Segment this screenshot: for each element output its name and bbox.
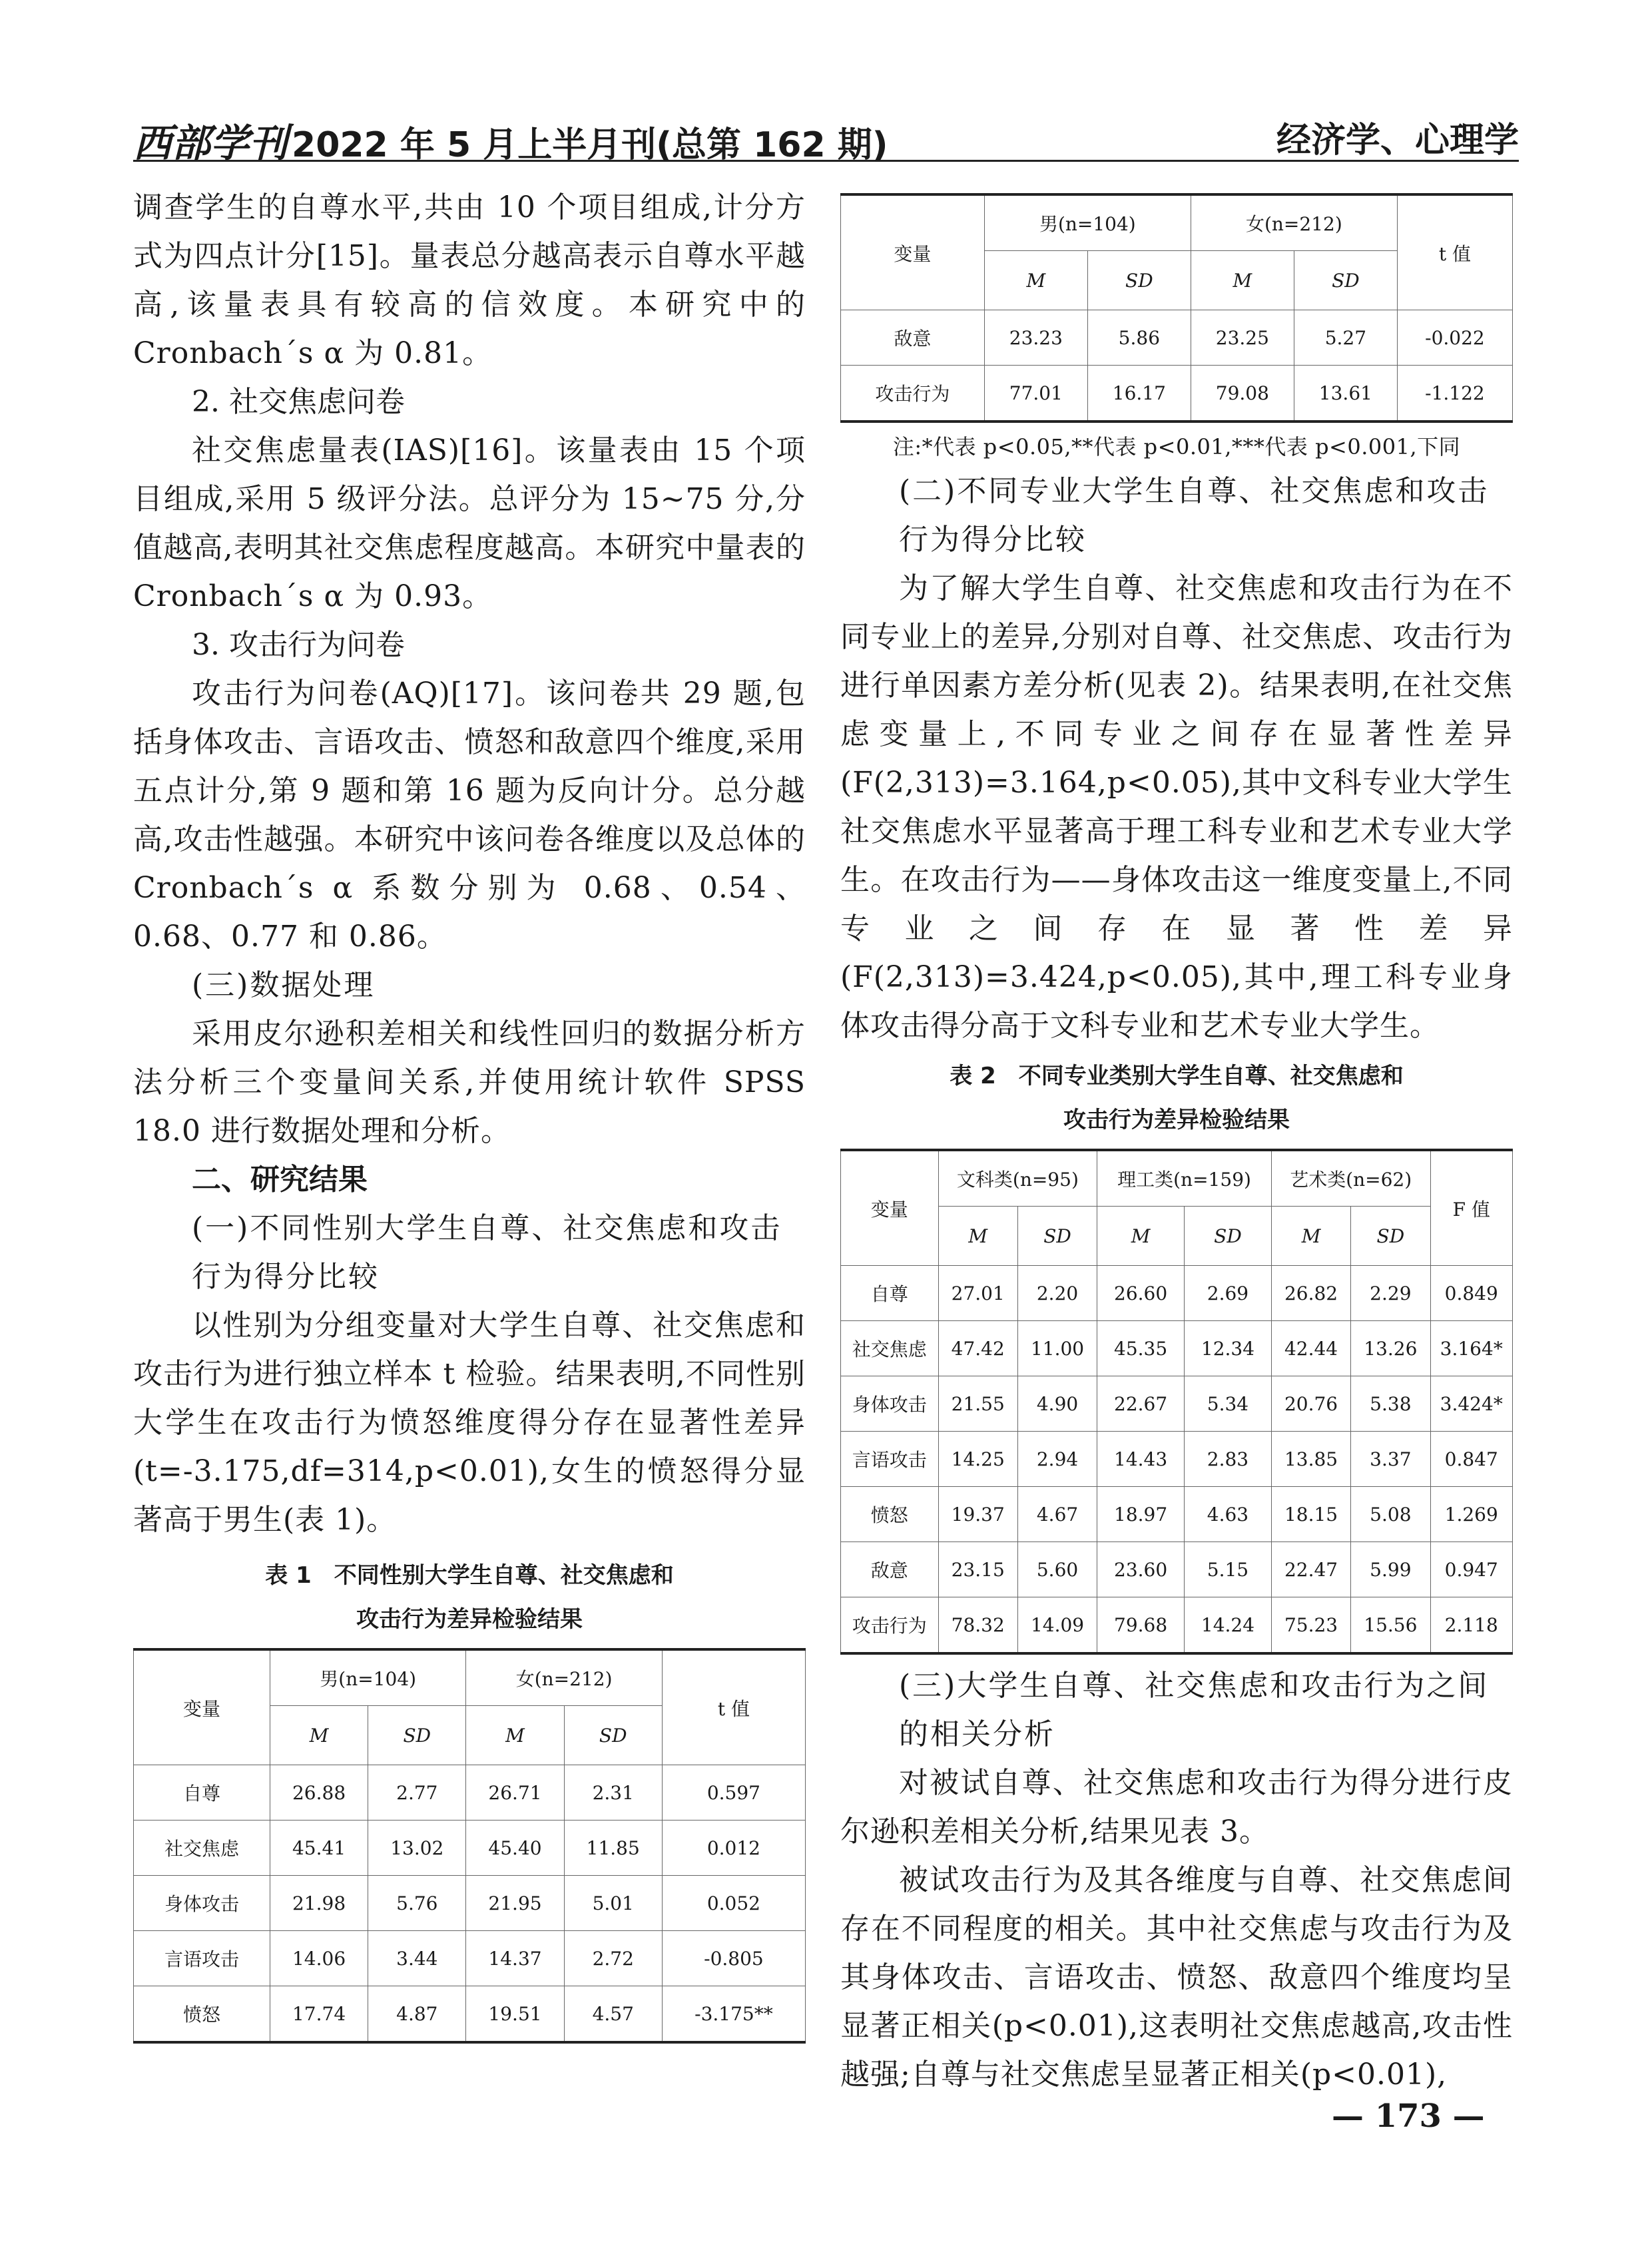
table1-row <box>841 310 1513 366</box>
table2-header-art: 艺术类(n=62) <box>1271 1150 1430 1207</box>
table-cell: 2.69 <box>1185 1266 1272 1321</box>
table-cell: 23.25 <box>1191 310 1294 366</box>
table-cell: 0.849 <box>1430 1266 1513 1321</box>
table-cell: -0.022 <box>1397 310 1512 366</box>
table2-header-m: M <box>1131 1225 1151 1247</box>
table-row-label: 言语攻击 <box>841 1432 939 1487</box>
table2-header-science: 理工类(n=159) <box>1097 1150 1272 1207</box>
table-cell: 4.63 <box>1185 1487 1272 1542</box>
table-cell: 4.57 <box>564 1986 662 2043</box>
table1-header-m: M <box>1026 269 1046 292</box>
table1-left-part <box>133 1648 806 2044</box>
table-cell: 5.08 <box>1351 1487 1430 1542</box>
right-column <box>840 193 1513 2099</box>
table-row-label: 自尊 <box>841 1266 939 1321</box>
table-row-label: 自尊 <box>134 1765 270 1821</box>
table-cell: 79.68 <box>1097 1597 1185 1654</box>
table2 <box>840 1149 1513 1655</box>
table-cell: 13.26 <box>1351 1321 1430 1376</box>
table-cell: 18.97 <box>1097 1487 1185 1542</box>
table1-note: 注:*代表 p<0.05,**代表 p<0.01,***代表 p<0.001,下同 <box>892 434 1461 459</box>
table2-header-sd: SD <box>1376 1225 1405 1247</box>
heading-ias: 2. 社交焦虑问卷 <box>192 385 405 419</box>
table-cell: 11.00 <box>1017 1321 1097 1376</box>
table1-header-sd: SD <box>1332 269 1360 292</box>
table-cell: 1.269 <box>1430 1487 1513 1542</box>
table-cell: 14.24 <box>1185 1597 1272 1654</box>
table-cell: 14.25 <box>938 1432 1017 1487</box>
table-row-label: 社交焦虑 <box>134 1821 270 1876</box>
table-cell: 20.76 <box>1271 1376 1350 1432</box>
table-cell: 5.60 <box>1017 1542 1097 1597</box>
table-cell: 19.37 <box>938 1487 1017 1542</box>
table2-header-variable: 变量 <box>841 1150 939 1266</box>
table-cell: -0.805 <box>662 1931 805 1986</box>
table1-header-variable: 变量 <box>841 194 985 310</box>
table-cell: 4.87 <box>368 1986 466 2043</box>
table-row-label: 敌意 <box>841 1542 939 1597</box>
paragraph-ias: 社交焦虑量表(IAS)[16]。该量表由 15 个项目组成,采用 5 级评分法。总评分为 15~75 分,分值越高,表明其社交焦虑程度越高。本研究中量表的 Cronbach´s α 为 0.93。 <box>133 433 806 613</box>
table2-header-sd: SD <box>1043 1225 1071 1247</box>
table-cell: 14.43 <box>1097 1432 1185 1487</box>
journal-logo: 西部学刊 <box>133 121 288 166</box>
table-cell: 47.42 <box>938 1321 1017 1376</box>
table-cell: 22.67 <box>1097 1376 1185 1432</box>
table-cell: 79.08 <box>1191 366 1294 422</box>
section-title: 经济学、心理学 <box>1276 121 1519 160</box>
paragraph-self-esteem-scale: 调查学生的自尊水平,共由 10 个项目组成,计分方式为四点计分[15]。量表总分越高表示自尊水平越高,该量表具有较高的信效度。本研究中的 Cronbach´s α 为 0.81。 <box>133 190 806 370</box>
table2-row <box>841 1487 1513 1542</box>
table-cell: 45.40 <box>466 1821 564 1876</box>
table1-header-m: M <box>309 1724 329 1747</box>
table-cell: 5.34 <box>1185 1376 1272 1432</box>
table1-caption-line1: 表 1 不同性别大学生自尊、社交焦虑和 <box>265 1562 674 1589</box>
table-cell: 21.98 <box>270 1876 368 1931</box>
table-cell: 78.32 <box>938 1597 1017 1654</box>
table-cell: 77.01 <box>984 366 1087 422</box>
table-row-label: 愤怒 <box>841 1487 939 1542</box>
table-cell: 26.60 <box>1097 1266 1185 1321</box>
table-cell: 21.55 <box>938 1376 1017 1432</box>
table2-row <box>841 1266 1513 1321</box>
table-cell: 11.85 <box>564 1821 662 1876</box>
table2-row <box>841 1321 1513 1376</box>
table-cell: 5.27 <box>1294 310 1397 366</box>
table-cell: 0.052 <box>662 1876 805 1931</box>
table2-header-f: F 值 <box>1430 1150 1513 1266</box>
table-cell: 5.86 <box>1087 310 1191 366</box>
table2-row <box>841 1432 1513 1487</box>
table-cell: 5.15 <box>1185 1542 1272 1597</box>
table-row-label: 敌意 <box>841 310 985 366</box>
table-cell: 23.60 <box>1097 1542 1185 1597</box>
left-column <box>133 183 806 2044</box>
table1-row <box>134 1765 806 1821</box>
table1-header-male: 男(n=104) <box>270 1649 465 1706</box>
table-cell: 3.164* <box>1430 1321 1513 1376</box>
table-cell: 15.56 <box>1351 1597 1430 1654</box>
table-cell: 2.94 <box>1017 1432 1097 1487</box>
table-row-label: 愤怒 <box>134 1986 270 2043</box>
table1-header-male: 男(n=104) <box>984 194 1191 251</box>
table-cell: 23.23 <box>984 310 1087 366</box>
table-cell: 5.76 <box>368 1876 466 1931</box>
table-cell: 3.424* <box>1430 1376 1513 1432</box>
table-cell: 2.72 <box>564 1931 662 1986</box>
table-row-label: 身体攻击 <box>134 1876 270 1931</box>
table1-row <box>134 1876 806 1931</box>
table-cell: 17.74 <box>270 1986 368 2043</box>
table-row-label: 言语攻击 <box>134 1931 270 1986</box>
table-cell: 2.77 <box>368 1765 466 1821</box>
table-cell: 42.44 <box>1271 1321 1350 1376</box>
table-cell: 18.15 <box>1271 1487 1350 1542</box>
table2-row <box>841 1597 1513 1654</box>
table-cell: 14.37 <box>466 1931 564 1986</box>
table2-header-m: M <box>1301 1225 1321 1247</box>
table-cell: 0.597 <box>662 1765 805 1821</box>
table1-header-m: M <box>1233 269 1252 292</box>
table1-header-female: 女(n=212) <box>466 1649 662 1706</box>
heading-aq: 3. 攻击行为问卷 <box>192 628 405 662</box>
table-row-label: 攻击行为 <box>841 366 985 422</box>
table-cell: 4.67 <box>1017 1487 1097 1542</box>
table-cell: 27.01 <box>938 1266 1017 1321</box>
table2-row <box>841 1542 1513 1597</box>
table1-row <box>134 1986 806 2043</box>
table-cell: 14.06 <box>270 1931 368 1986</box>
table1-continued <box>840 193 1513 423</box>
paragraph-gender-comparison: 以性别为分组变量对大学生自尊、社交焦虑和攻击行为进行独立样本 t 检验。结果表明,不同性别大学生在攻击行为愤怒维度得分存在显著性差异(t=-3.175,df=314,p<0.01),女生的愤怒得分显著高于男生(表 1)。 <box>133 1308 806 1537</box>
table-cell: 3.37 <box>1351 1432 1430 1487</box>
table-cell: 22.47 <box>1271 1542 1350 1597</box>
paragraph-data-processing: 采用皮尔逊积差相关和线性回归的数据分析方法分析三个变量间关系,并使用统计软件 SPSS 18.0 进行数据处理和分析。 <box>133 1017 806 1148</box>
heading-gender-comparison: (一)不同性别大学生自尊、社交焦虑和攻击行为得分比较 <box>192 1211 782 1294</box>
table-cell: 0.847 <box>1430 1432 1513 1487</box>
table-cell: 21.95 <box>466 1876 564 1931</box>
table2-header-liberal-arts: 文科类(n=95) <box>938 1150 1097 1207</box>
table1-header-t: t 值 <box>1397 194 1512 310</box>
table2-header-m: M <box>968 1225 988 1247</box>
table1-row <box>134 1931 806 1986</box>
heading-results: 二、研究结果 <box>192 1163 368 1197</box>
table1-header-sd: SD <box>403 1724 431 1747</box>
table-cell: 2.29 <box>1351 1266 1430 1321</box>
page-number: — 173 — <box>1332 2098 1485 2135</box>
heading-major-comparison: (二)不同专业大学生自尊、社交焦虑和攻击行为得分比较 <box>899 474 1490 557</box>
table-cell: 2.83 <box>1185 1432 1272 1487</box>
table-cell: 26.82 <box>1271 1266 1350 1321</box>
table-cell: -3.175** <box>662 1986 805 2043</box>
table-cell: 4.90 <box>1017 1376 1097 1432</box>
table-cell: 45.35 <box>1097 1321 1185 1376</box>
table-cell: 2.118 <box>1430 1597 1513 1654</box>
table2-row <box>841 1376 1513 1432</box>
table1-header-m: M <box>505 1724 525 1747</box>
issue-info: 2022 年 5 月上半月刊(总第 162 期) <box>292 125 888 165</box>
table1-row <box>841 366 1513 422</box>
paragraph-correlation-intro: 对被试自尊、社交焦虑和攻击行为得分进行皮尔逊积差相关分析,结果见表 3。 <box>840 1766 1513 1848</box>
table-cell: 5.99 <box>1351 1542 1430 1597</box>
table-cell: 3.44 <box>368 1931 466 1986</box>
table-row-label: 攻击行为 <box>841 1597 939 1654</box>
table1-header-female: 女(n=212) <box>1191 194 1397 251</box>
table2-caption-line2: 攻击行为差异检验结果 <box>1063 1107 1290 1133</box>
table1-row <box>134 1821 806 1876</box>
paragraph-aq: 攻击行为问卷(AQ)[17]。该问卷共 29 题,包括身体攻击、言语攻击、愤怒和敌意四个维度,采用五点计分,第 9 题和第 16 题为反向计分。总分越高,攻击性越强。本研究中该问卷各维度以及总体的 Cronbach´s α 系数分别为 0.68、0.54、0.68、0.77 和 0.86。 <box>133 677 806 954</box>
table-cell: 14.09 <box>1017 1597 1097 1654</box>
table-cell: 45.41 <box>270 1821 368 1876</box>
table2-caption-line1: 表 2 不同专业类别大学生自尊、社交焦虑和 <box>950 1063 1404 1089</box>
table1-header-sd: SD <box>599 1724 627 1747</box>
journal-title <box>133 112 888 168</box>
table-cell: 0.947 <box>1430 1542 1513 1597</box>
table-cell: 26.71 <box>466 1765 564 1821</box>
table-cell: 12.34 <box>1185 1321 1272 1376</box>
table-cell: 19.51 <box>466 1986 564 2043</box>
table-cell: 0.012 <box>662 1821 805 1876</box>
table-cell: 26.88 <box>270 1765 368 1821</box>
table1-header-t: t 值 <box>662 1649 805 1765</box>
table-cell: 13.61 <box>1294 366 1397 422</box>
table-cell: 13.02 <box>368 1821 466 1876</box>
running-header <box>133 107 1519 166</box>
table-cell: -1.122 <box>1397 366 1512 422</box>
paragraph-major-comparison: 为了解大学生自尊、社交焦虑和攻击行为在不同专业上的差异,分别对自尊、社交焦虑、攻击行为进行单因素方差分析(见表 2)。结果表明,在社交焦虑变量上,不同专业之间存在显著性差异(F(2,313)=3.164,p<0.05),其中文科专业大学生社交焦虑水平显著高于理工科专业和艺术专业大学生。在攻击行为——身体攻击这一维度变量上,不同专业之间存在显著性差异(F(2,313)=3.424,p<0.05),其中,理工科专业身体攻击得分高于文科专业和艺术专业大学生。 <box>840 571 1513 1043</box>
heading-correlation: (三)大学生自尊、社交焦虑和攻击行为之间的相关分析 <box>899 1669 1490 1751</box>
table1-caption-line2: 攻击行为差异检验结果 <box>356 1606 583 1633</box>
table-cell: 16.17 <box>1087 366 1191 422</box>
table-cell: 2.31 <box>564 1765 662 1821</box>
table1-header-sd: SD <box>1125 269 1153 292</box>
table-cell: 2.20 <box>1017 1266 1097 1321</box>
table-cell: 5.01 <box>564 1876 662 1931</box>
table-cell: 75.23 <box>1271 1597 1350 1654</box>
table-row-label: 身体攻击 <box>841 1376 939 1432</box>
table-cell: 5.38 <box>1351 1376 1430 1432</box>
table-cell: 23.15 <box>938 1542 1017 1597</box>
heading-data-processing: (三)数据处理 <box>192 968 376 1002</box>
table2-header-sd: SD <box>1214 1225 1242 1247</box>
table-cell: 13.85 <box>1271 1432 1350 1487</box>
table1-header-variable: 变量 <box>134 1649 270 1765</box>
paragraph-correlation-results: 被试攻击行为及其各维度与自尊、社交焦虑间存在不同程度的相关。其中社交焦虑与攻击行为及其身体攻击、言语攻击、愤怒、敌意四个维度均呈显著正相关(p<0.01),这表明社交焦虑越高,攻击性越强;自尊与社交焦虑呈显著正相关(p<0.01), <box>840 1863 1513 2092</box>
table-row-label: 社交焦虑 <box>841 1321 939 1376</box>
